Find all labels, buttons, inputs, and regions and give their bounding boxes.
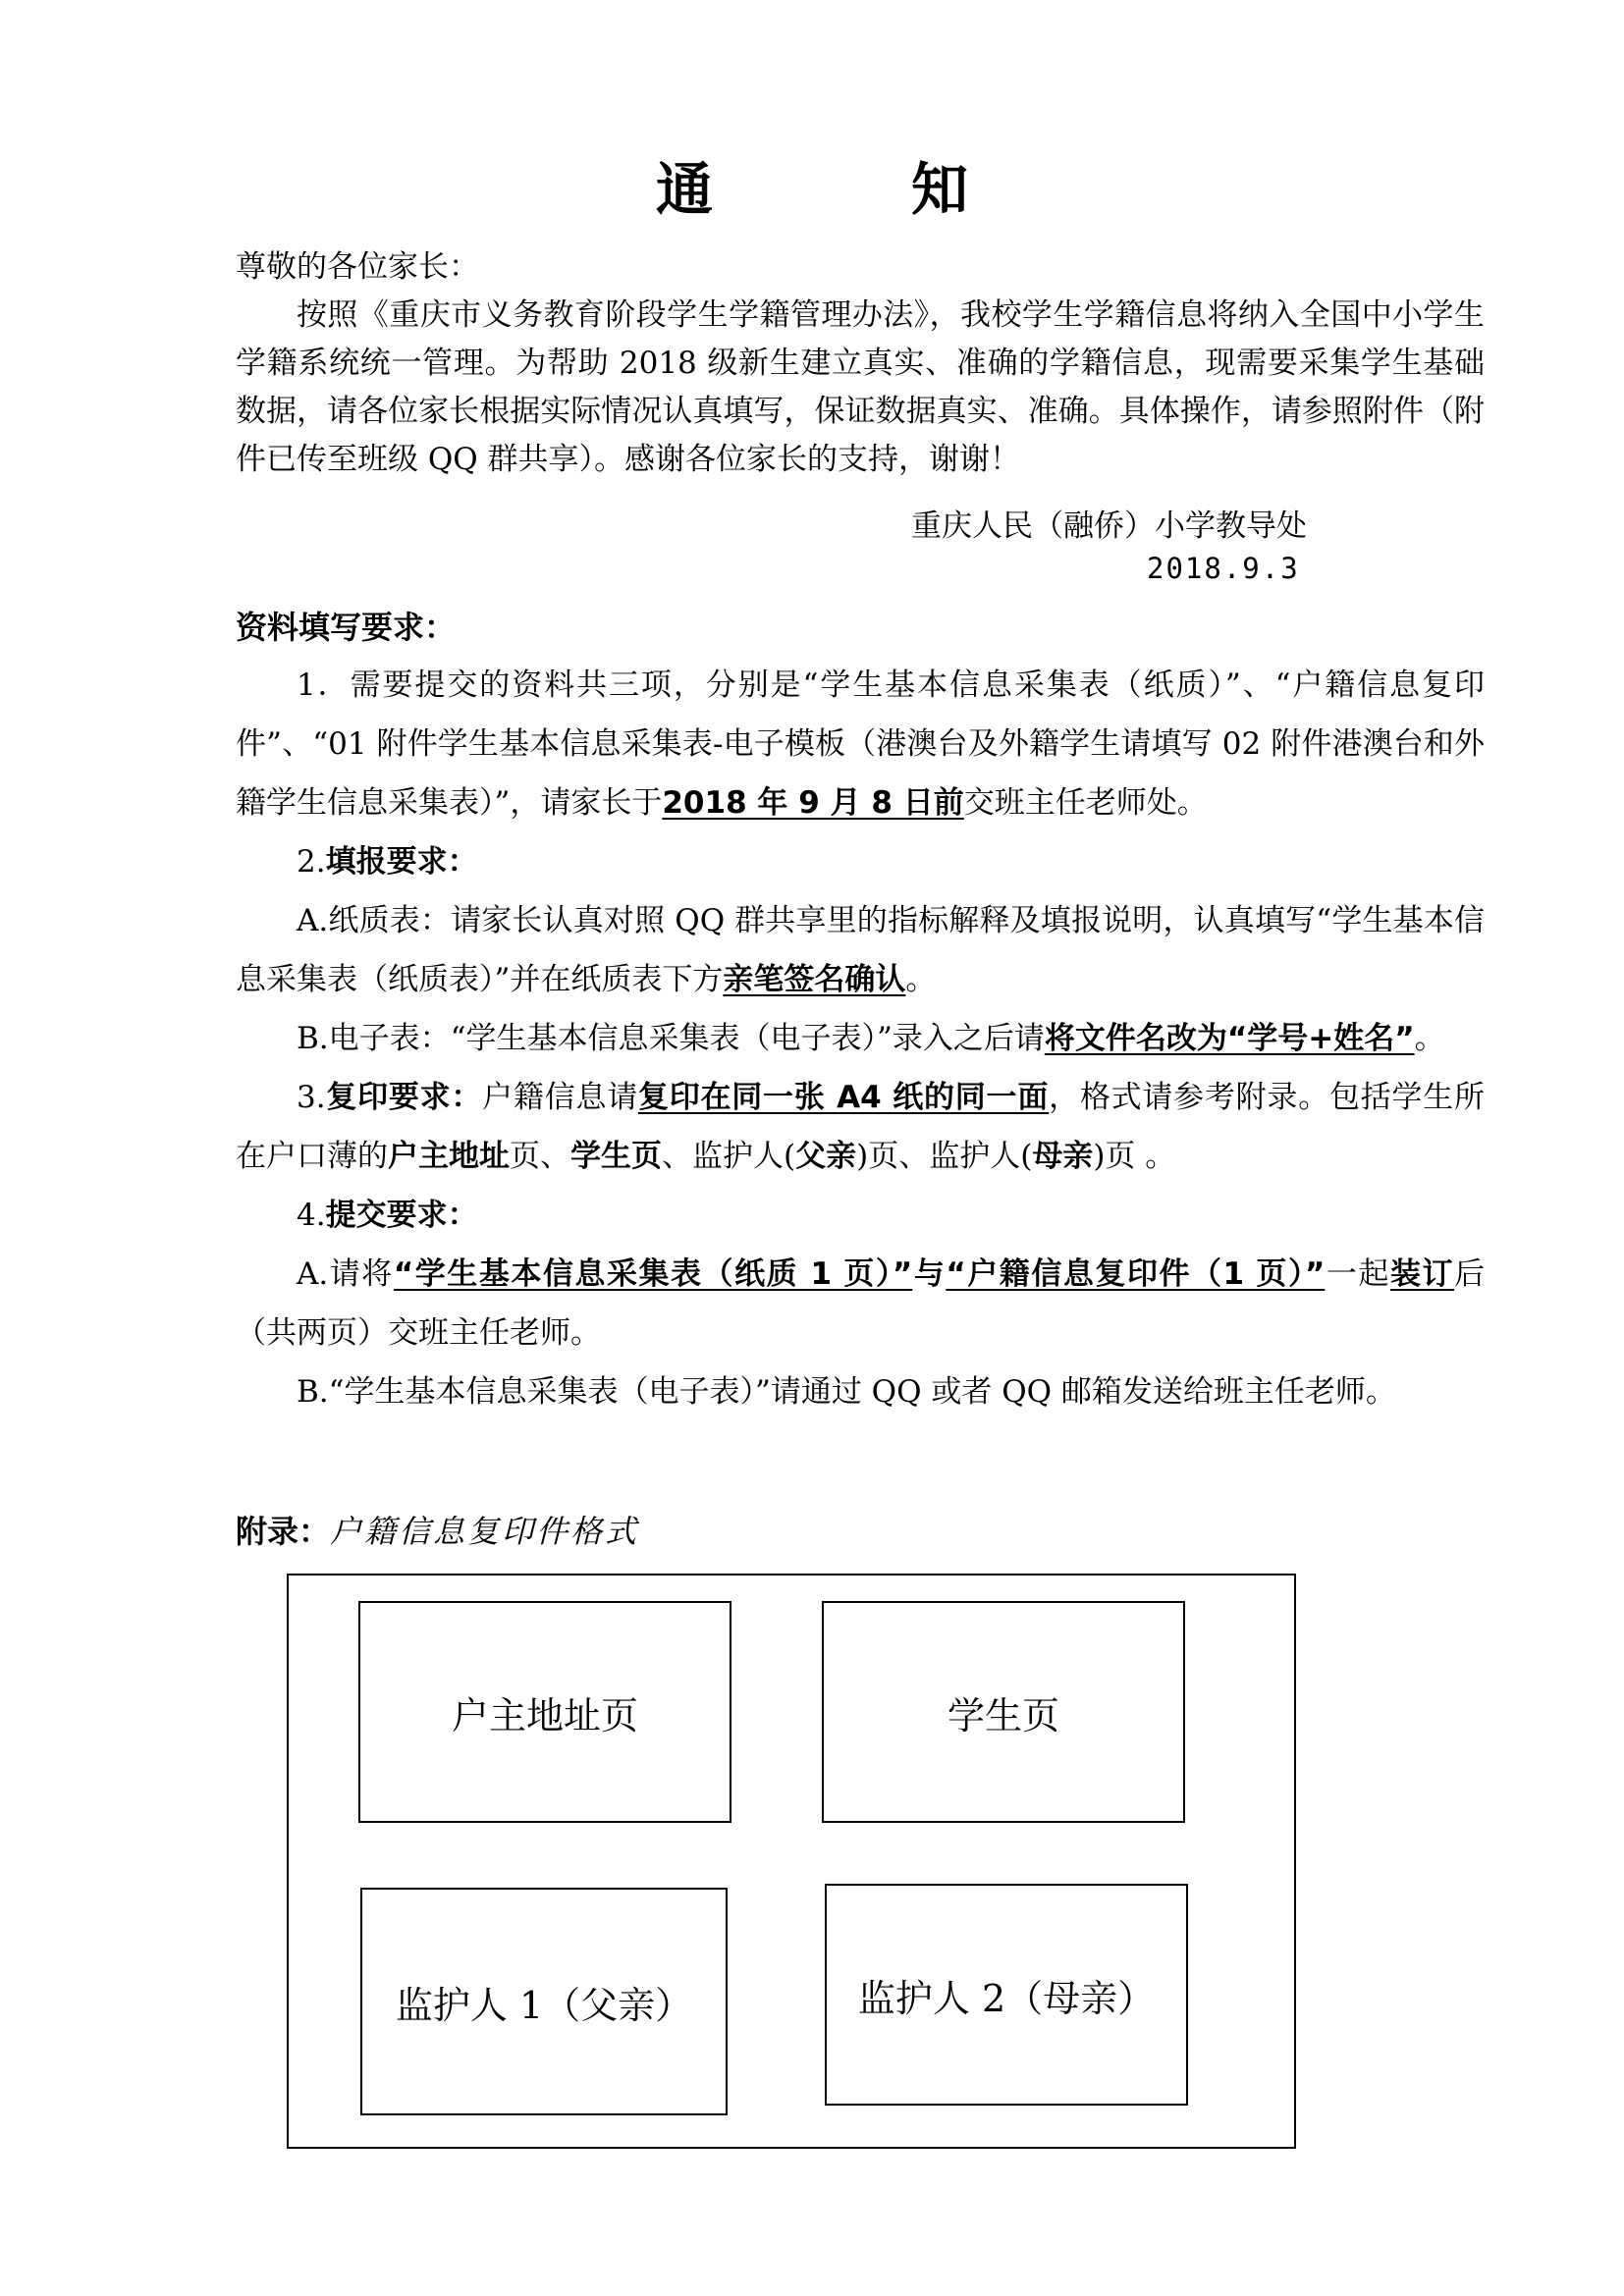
signature-org: 重庆人民（融侨）小学教导处	[911, 508, 1307, 544]
requirement-3-text-e: )页、监护人(	[856, 1139, 1033, 1174]
requirements-heading: 资料填写要求：	[236, 609, 457, 646]
student-page-box: 学生页	[822, 1601, 1185, 1823]
requirement-2a-end: 。	[905, 962, 937, 997]
requirement-2a-text: A.纸质表：请家长认真对照 QQ 群共享里的指标解释及填报说明，认真填写“学生基本信息采集表（纸质表）”并在纸质表下方	[236, 903, 1485, 997]
requirement-2-number: 2.	[297, 844, 326, 880]
requirement-4a-end: 后（共两页）交班主任老师。	[236, 1256, 1486, 1351]
requirement-4a	[236, 1245, 1485, 1362]
requirement-2b-text: B.电子表：“学生基本信息采集表（电子表）”录入之后请	[297, 1021, 1045, 1056]
paper-form-emphasis: “学生基本信息采集表（纸质 1 页）”	[393, 1256, 913, 1292]
appendix-heading	[236, 1507, 639, 1556]
father-emphasis: 父亲	[795, 1139, 857, 1174]
guardian-mother-box: 监护人 2（母亲）	[825, 1884, 1188, 2106]
requirements-list	[236, 656, 1485, 1421]
mother-emphasis: 母亲	[1032, 1139, 1094, 1174]
requirement-2b-end: 。	[1414, 1021, 1445, 1056]
binding-emphasis: 装订	[1389, 1256, 1455, 1292]
guardian-father-box: 监护人 1（父亲）	[360, 1888, 728, 2115]
appendix-label: 附录：	[236, 1513, 331, 1550]
requirement-2a	[236, 891, 1485, 1009]
student-page-emphasis: 学生页	[570, 1139, 662, 1174]
requirement-4	[236, 1186, 1485, 1245]
requirement-2	[236, 832, 1485, 891]
requirement-2-heading: 填报要求：	[325, 844, 478, 880]
notice-title: 通 知	[655, 156, 1039, 223]
requirement-3-text-c: 页、	[510, 1139, 570, 1174]
requirement-4-number: 4.	[297, 1198, 326, 1233]
requirement-4a-and: 与	[912, 1256, 947, 1292]
householder-emphasis: 户主地址	[388, 1139, 510, 1174]
appendix-description: 户籍信息复印件格式	[330, 1513, 640, 1550]
requirement-2b	[236, 1009, 1485, 1068]
requirement-3-text-f: )页 。	[1093, 1139, 1176, 1174]
salutation: 尊敬的各位家长：	[236, 249, 479, 285]
requirement-1	[236, 656, 1485, 832]
deadline-date: 2018 年 9 月 8 日前	[662, 785, 964, 821]
requirement-3	[236, 1068, 1485, 1186]
requirement-4b	[236, 1362, 1485, 1421]
signature-confirm-emphasis: 亲笔签名确认	[723, 962, 906, 997]
requirement-4b-text: B.“学生基本信息采集表（电子表）”请通过 QQ 或者 QQ 邮箱发送给班主任老师。	[297, 1374, 1396, 1410]
requirement-3-number: 3.	[297, 1080, 326, 1115]
requirement-3-text-d: 、监护人(	[662, 1139, 796, 1174]
requirement-1-text: 1．需要提交的资料共三项，分别是“学生基本信息采集表（纸质）”、“户籍信息复印件”、“01 附件学生基本信息采集表-电子模板（港澳台及外籍学生请填写 02 附件港澳台和外籍学生信息采集表）”，请家长于	[236, 667, 1485, 821]
requirement-4-heading: 提交要求：	[325, 1198, 478, 1233]
requirement-3-text: 户籍信息请	[482, 1080, 638, 1115]
requirement-1-end: 交班主任老师处。	[963, 785, 1208, 821]
signature-date: 2018.9.3	[1147, 552, 1300, 585]
requirement-3-heading: 复印要求：	[325, 1080, 483, 1115]
requirement-3-text-b: ，格式请参考附录。包括学生所在户口薄的	[236, 1080, 1486, 1174]
requirement-4a-prefix: A.请将	[297, 1256, 394, 1292]
copy-rule-emphasis: 复印在同一张 A4 纸的同一面	[638, 1080, 1050, 1115]
requirement-4a-together: 一起	[1325, 1256, 1390, 1292]
intro-paragraph: 按照《重庆市义务教育阶段学生学籍管理办法》，我校学生学籍信息将纳入全国中小学生学籍系统统一管理。为帮助 2018 级新生建立真实、准确的学籍信息，现需要采集学生基础数据，请各位家长根据实际情况认真填写，保证数据真实、准确。具体操作，请参照附件（附件已传至班级 QQ 群共享）。感谢各位家长的支持，谢谢！	[236, 297, 1485, 477]
household-copy-emphasis: “户籍信息复印件（1 页）”	[946, 1256, 1326, 1292]
filename-rule-emphasis: 将文件名改为“学号+姓名”	[1044, 1021, 1415, 1056]
householder-page-box: 户主地址页	[358, 1601, 731, 1823]
